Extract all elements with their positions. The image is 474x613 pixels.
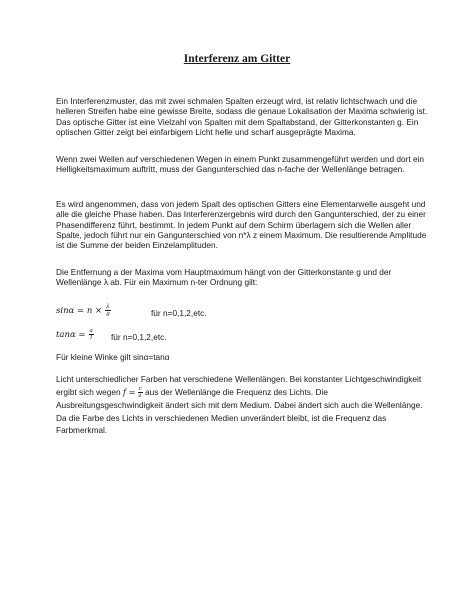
formula-sine-denominator: g — [106, 311, 110, 317]
formula-frequency-lhs: f = — [122, 387, 136, 398]
paragraph-path-difference: Wenn zwei Wellen auf verschiedenen Wegen in einem Punkt zusammengeführt werden und dort ein Helligkeitsmaximum auftritt, muss der Gangunterschied das n-fache der Wellenlänge betragen. — [56, 154, 425, 175]
formula-sine-lhs: sinα = n × — [56, 305, 103, 316]
formula-frequency-denominator: λ — [138, 392, 142, 399]
formula-tangent-lhs: tanα = — [56, 329, 86, 340]
formula-tangent-numerator: a — [89, 328, 93, 334]
paragraph-elementary-waves: Es wird angenommen, dass von jedem Spalt des optischen Gitters eine Elementarwelle ausgeht und alle die gleiche Phase haben. Das Interferenzergebnis wird durch den Gangunterschied, der zu einer Phasendifferenz führt, bestimmt. In jedem Punkt auf dem Schirm überlagern sich die Wellen aller Spalte, jedoch führt nur ein Gangunterschied von n*λ z einem Maximum. Die resultierende Amplitude ist die Summe der beiden Einzelamplituden. — [56, 199, 427, 251]
paragraph-colors — [56, 373, 428, 437]
formula-tangent-note: für n=0,1,2,etc. — [111, 332, 167, 342]
formula-tangent-denominator: l — [90, 335, 93, 341]
paragraph-distance: Die Entfernung a der Maxima vom Hauptmaximum hängt von der Gitterkonstante g und der Wellenlänge λ ab. Für ein Maximum n-ter Ordnung gilt: — [56, 267, 392, 288]
paragraph-intro: Ein Interferenzmuster, das mit zwei schmalen Spalten erzeugt wird, ist relativ lichtschwach und die helleren Streifen habe eine gewisse Breite, sodass die genaue Lokalisation der Maxima schwierig ist. Das optische Gitter ist eine Vielzahl von Spalten mit dem Spaltabstand, der Gitterkonstanten g. Ein optischen Gitter zeigt bei einfarbigem Licht helle und scharf ausgeprägte Maxima. — [56, 96, 428, 137]
document-title: Interferenz am Gitter — [183, 53, 291, 65]
formula-frequency-numerator: c — [138, 385, 142, 392]
formula-tangent-fraction — [89, 328, 94, 341]
paragraph-colors-part1: Licht unterschiedlicher Farben hat verschiedene Wellenlängen. Bei konstanter Lichtgeschwindigkeit ergibt sich wegen — [56, 374, 422, 397]
formula-sine-fraction — [105, 304, 111, 317]
formula-frequency-fraction — [138, 386, 143, 399]
small-angle-note: Für kleine Winke gilt sinα=tanα — [56, 352, 170, 362]
formula-sine-note: für n=0,1,2,etc. — [151, 308, 207, 318]
paragraph-colors-part2: aus der Wellenlänge die Frequenz des Lichts. Die Ausbreitungsgeschwindigkeit ändert sich mit dem Medium. Dabei ändert sich auch die Wellenlänge. Da die Farbe des Lichts in verschiedenen Medien unverändert bleibt, ist die Frequenz das Farbmerkmal. — [56, 386, 423, 436]
formula-tangent — [56, 328, 94, 341]
formula-frequency — [123, 386, 143, 399]
formula-sine — [56, 304, 111, 317]
formula-sine-numerator: λ — [106, 304, 110, 310]
